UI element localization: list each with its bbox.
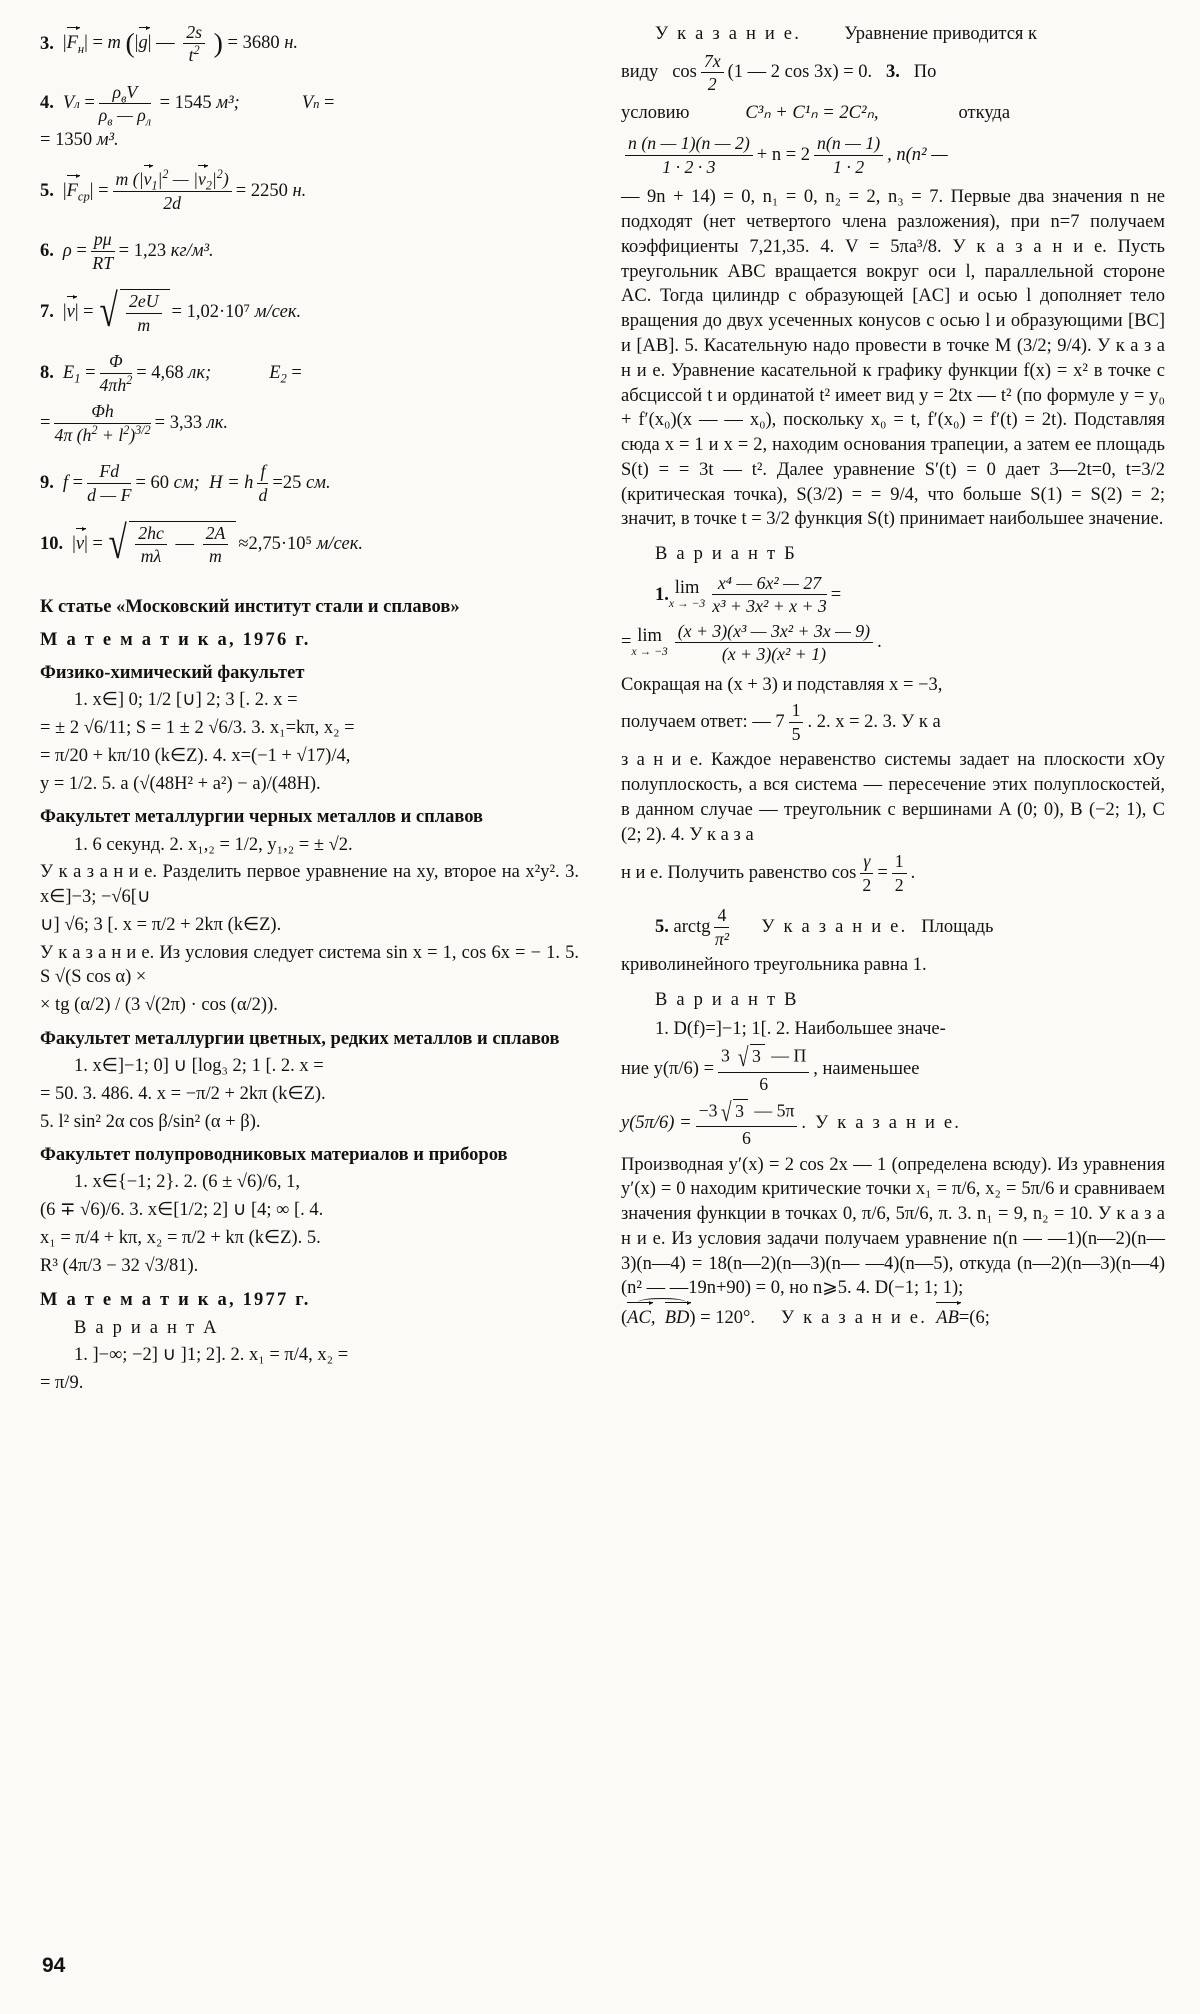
- variant-b-task-1: 1. lim x → −3 $\frac{\text{x⁴ — 6x² — 27}}{\text{x³ + 3x² + x + 3}}$ =: [655, 572, 842, 617]
- faculty-4-line-2: (6 ∓ √6)/6. 3. x∈[1/2; 2] ∪ [4; ∞ [. 4.: [40, 1200, 324, 1221]
- variant-v-max-line: ние y(π/6) = 3 √ 3 — П 6 , наименьшее: [621, 1042, 920, 1095]
- hint-label-b5: У к а з а н и е.: [761, 916, 908, 937]
- faculty-1-line-2: = ± 2 √6/11; S = 1 ± 2 √6/3. 3. x₁=kπ, x₂ =: [40, 718, 355, 739]
- variant-b-heading: В а р и а н т Б: [655, 544, 797, 565]
- faculty-4-line-4: R³ (4π/3 − 32 √3/81).: [40, 1255, 199, 1276]
- variant-b-task-4-line: н и е. Получить равенство cos $\frac{\gamma}{2}$ = $\frac{1}{2}$ .: [621, 851, 916, 895]
- fraction-phi-4pih2: $\frac{\Phi}{4\pi h^2}$: [99, 351, 133, 395]
- faculty-4-heading: Факультет полупроводниковых материалов и приборов: [40, 1145, 508, 1166]
- faculty-2-line-2: У к а з а н и е. Разделить первое уравнение на xy, второе на x²y². 3. x∈]−3; −√6[∪: [40, 862, 579, 908]
- binomial-condition: C³ₙ + C¹ₙ = 2C²ₙ,: [745, 102, 879, 123]
- faculty-1-line-4: y = 1/2. 5. a (√(48H² + a²) − a)/(48H).: [40, 773, 321, 794]
- faculty-3-line-2: = 50. 3. 486. 4. x = −π/2 + 2kπ (k∈Z).: [40, 1083, 326, 1104]
- faculty-2-line-3: ∪] √6; 3 [. x = π/2 + 2kπ (k∈Z).: [40, 914, 282, 935]
- limit-operator-2: lim x → −3: [631, 625, 668, 659]
- formula-number-3: 3.: [40, 33, 54, 54]
- variant-b-para-3: з а н и е. Каждое неравенство системы задает на плоскости xOy полуплоскость, а вся система — пересечение этих полуплоскостей, в данном случае — треугольник с вершинами A (0; 0), B (−2; 1), C (2; 2). 4. У к а з а: [621, 750, 1165, 845]
- faculty-2-heading: Факультет металлургии черных металлов и сплавов: [40, 807, 484, 828]
- variant-a-line-1: 1. ]−∞; −2] ∪ ]1; 2]. 2. x₁ = π/4, x₂ =: [74, 1345, 349, 1366]
- limit-operator: lim x → −3: [668, 578, 706, 611]
- faculty-1-heading: Физико-химический факультет: [40, 663, 305, 684]
- variant-b-answer-line: получаем ответ: — 7 $\frac{1}{5}$ . 2. x = 2. 3. У к а: [621, 700, 941, 744]
- vector-v2: v: [76, 531, 84, 557]
- fraction-gamma-2: $\frac{\gamma}{2}$: [860, 851, 873, 895]
- variant-v-last-line: (AC, BD) = 120°. У к а з а н и е. AB=(6;: [621, 1305, 1165, 1331]
- vector-Fcp: F: [67, 178, 78, 204]
- variant-b-task-1-cont: = lim x → −3 $\frac{\text{(x + 3)(x³ — 3x² + 3x — 9)}}{\text{(x + 3)(x² + 1)}}$ .: [621, 620, 882, 665]
- faculty-3-line-1: 1. x∈]−1; 0] ∪ [log₃ 2; 1 [. 2. x =: [74, 1056, 324, 1077]
- vector-F: F: [67, 30, 78, 56]
- formula-8: 8. $E_1$ = $\frac{\Phi}{4\pi h^2}$ = 4,68 лк; $E_2$ = = $\frac{\Phi h}{4\pi (h^2 + l^2)^{3/2}}$ = 3,33 лк.: [40, 351, 302, 445]
- fraction-n-n1: $\frac{n(n — 1)}{1 \cdot 2}$: [814, 133, 883, 177]
- fraction-density: $\frac{\rho_вV}{\rho_в — \rho_л}$: [98, 81, 151, 129]
- variant-a-line-2: = π/9.: [40, 1373, 84, 1394]
- right-column: [621, 22, 1165, 1922]
- hint-1-line-1: У к а з а н и е. Уравнение приводится к: [621, 22, 1165, 47]
- formula-10: 10. |v| = √ $\frac{2hc}{m\lambda}$ — $\frac{2A}{m}$ ≈2,75·10⁵ м/сек.: [40, 517, 364, 569]
- formula-4: 4. V л = $\frac{\rho_вV}{\rho_в — \rho_л}$ = 1545 м³; V п = = 1350 м³.: [40, 81, 335, 150]
- vector-g: g: [139, 30, 148, 56]
- faculty-3-heading: Факультет металлургии цветных, редких металлов и сплавов: [40, 1028, 560, 1049]
- formula-6: 6. ρ = $\frac{p\mu}{RT}$ = 1,23 кг/м³.: [40, 229, 214, 273]
- faculty-2-line-1: 1. 6 секунд. 2. x₁,₂ = 1/2, y₁,₂ = ± √2.: [74, 834, 353, 855]
- square-root-2hc: √ $\frac{2hc}{m\lambda}$ — $\frac{2A}{m}$: [105, 521, 237, 567]
- fraction-2s-t2: $\frac{2s}{t^2}$: [183, 22, 205, 66]
- fraction-pmu-RT: $\frac{p\mu}{RT}$: [92, 229, 114, 273]
- formula-7: 7. |v| = √ $\frac{2eU}{m}$ = 1,02·10⁷ м/сек.: [40, 286, 302, 338]
- fraction-7x-2: $\frac{7x}{2}$: [701, 51, 724, 95]
- fraction-force: $\frac{m (|v_1|^2 — |v_2|^2)}{2d}$: [113, 168, 232, 213]
- paragraph-1: — 9n + 14) = 0, n₁ = 0, n₂ = 2, n₃ = 7. Первые два значения n не подходят (нет четвертого члена разложения), при n=7 получаем коэффициенты 7,21,35. 4. V = 5πa³/8. У к а з а н и е. Пусть треугольник ABC вращается вокруг оси l, параллельной стороне AC. Тогда цилиндр с образующей [AC] и осью l дополняет тело вращения до двух усеченных конусов с осью l и образующими [BC] и [AB]. 5. Касательную надо провести в точке M (3/2; 9/4). У к а з а н и е. Уравнение касательной к графику функции f(x) = x² в точке с абсциссой t и ординатой t² имеет вид y = 2tx — t² (по формуле y = y₀ + f′(x₀)(x — — x₀), поскольку x₀ = t, f′(x₀) = f′(t) = 2t). Подставляя сюда x = 1 и x = 2, находим основания трапеции, а затем ее площадь S(t) = = 3t — t². Далее уравнение S′(t) = 0 дает 3—2t=0, t=3/2 (критическая точка), S(3/2) = = 9/4, что больше S(1) = S(2) = 2; значит, в точке t = 3/2 функция S(t) принимает наибольшее значение.: [621, 187, 1165, 530]
- fraction-n-n1-n2: $\frac{n (n — 1)(n — 2)}{1 \cdot 2 \cdot 3}$: [625, 133, 753, 177]
- faculty-2-line-4: У к а з а н и е. Из условия следует система sin x = 1, cos 6x = − 1. 5. S √(S cos α) ×: [40, 942, 579, 988]
- page-number: 94: [42, 1954, 66, 1977]
- fraction-1-5: $\frac{1}{5}$: [789, 700, 804, 744]
- fraction-one-half: $\frac{1}{2}$: [892, 851, 907, 895]
- fraction-v1-min: −3 √ 3 — 5π 6: [696, 1099, 798, 1149]
- faculty-2-line-5: × tg (α/2) / (3 √(2π) · cos (α/2)).: [40, 995, 278, 1016]
- variant-b-task-5-line: 5. arctg $\frac{4}{\text{π²}}$ У к а з а н и е. Площадь: [655, 905, 994, 949]
- two-column-layout: [40, 22, 1165, 1922]
- fraction-v1-max: 3 √ 3 — П 6: [718, 1044, 809, 1094]
- formula-9: 9. f = $\frac{Fd}{d — F}$ = 60 см; H = h $\frac{f}{d}$ =25 см.: [40, 461, 331, 505]
- fraction-phih: $\frac{\Phi h}{4\pi (h^2 + l^2)^{3/2}}$: [54, 401, 151, 445]
- section-math-1977: М а т е м а т и к а, 1977 г.: [40, 1289, 311, 1310]
- article-heading: К статье «Московский институт стали и сплавов»: [40, 597, 460, 618]
- hint-label-1: У к а з а н и е.: [655, 24, 802, 44]
- formula-5: 5. $|F_{ср}|$ = $\frac{m (|v_1|^2 — |v_2|^2)}{2d}$ = 2250 н.: [40, 167, 307, 213]
- fraction-4-pi2: $\frac{4}{\text{π²}}$: [714, 905, 730, 949]
- fraction-b1: $\frac{\text{x⁴ — 6x² — 27}}{\text{x³ + 3x² + x + 3}}$: [712, 572, 827, 617]
- faculty-4-line-3: x₁ = π/4 + kπ, x₂ = π/2 + kπ (k∈Z). 5.: [40, 1227, 321, 1248]
- vector-AB: AB: [936, 1305, 959, 1331]
- formula-3: 3. $|F_н| = m$ (|g| — $\frac{2s}{t^2}$ ) = 3680 н.: [40, 22, 299, 66]
- left-column: [40, 22, 579, 1922]
- faculty-1-line-1: 1. x∈] 0; 1/2 [∪] 2; 3 [. 2. x =: [74, 690, 298, 711]
- condition-line: условию C³ₙ + C¹ₙ = 2C²ₙ, откуда: [621, 101, 1165, 126]
- variant-v-min-line: y(5π/6) = −3 √ 3 — 5π 6 . У к а з а н и е.: [621, 1096, 962, 1149]
- faculty-4-line-1: 1. x∈{−1; 2}. 2. (6 ± √6)/6, 1,: [74, 1172, 300, 1193]
- faculty-3-line-3: 5. l² sin² 2α cos β/sin² (α + β).: [40, 1111, 261, 1132]
- square-root-2eU-m: √ $\frac{2eU}{m}$: [96, 289, 170, 335]
- faculty-1-line-3: = π/20 + kπ/10 (k∈Z). 4. x=(−1 + √17)/4,: [40, 745, 351, 766]
- vector-v: v: [67, 299, 75, 325]
- variant-b-task-5-line-2: криволинейного треугольника равна 1.: [621, 955, 927, 976]
- angle-arc-notation: AC, BD: [627, 1305, 689, 1331]
- fraction-Fd: $\frac{Fd}{d — F}$: [87, 461, 132, 505]
- section-math-1976: М а т е м а т и к а, 1976 г.: [40, 630, 311, 651]
- binomial-expansion-line: $\frac{n (n — 1)(n — 2)}{1 \cdot 2 \cdot 3}$ + n = 2 $\frac{n(n — 1)}{1 \cdot 2}$ , n(n² —: [621, 133, 1165, 177]
- variant-v-heading: В а р и а н т В: [655, 989, 799, 1010]
- fraction-f-d: $\frac{f}{d}$: [258, 461, 268, 505]
- variant-v-line-1: 1. D(f)=]−1; 1[. 2. Наибольшее значе-: [655, 1018, 946, 1039]
- variant-a-heading: В а р и а н т А: [74, 1317, 219, 1338]
- fraction-b2: $\frac{\text{(x + 3)(x³ — 3x² + 3x — 9)}}{\text{(x + 3)(x² + 1)}}$: [675, 621, 873, 665]
- hint-1-line-2: виду cos $\frac{7x}{2}$ (1 — 2 cos 3x) = 0. 3. По: [621, 50, 937, 95]
- variant-v-paragraph: Производная y′(x) = 2 cos 2x — 1 (определена всюду). Из уравнения y′(x) = 0 находим критические точки x₁ = π/6, x₂ = 5π/6 и сравниваем значения функции в точках 0, π/6, 5π/6, π. 3. n₁ = 9, n₂ = 10. У к а з а н и е. Из условия задачи получаем уравнение n(n — —1)(n—2)(n—3)(n—4) = 18(n—2)(n—3)(n— —4)(n—5), откуда (n—2)(n—3)(n—4)(n² — —19n+90) = 0, но n⩾5. 4. D(−1; 1; 1);: [621, 1154, 1165, 1299]
- variant-b-para-1: Сокращая на (x + 3) и подставляя x = −3,: [621, 674, 943, 695]
- hint-label-last: У к а з а н и е.: [780, 1307, 928, 1328]
